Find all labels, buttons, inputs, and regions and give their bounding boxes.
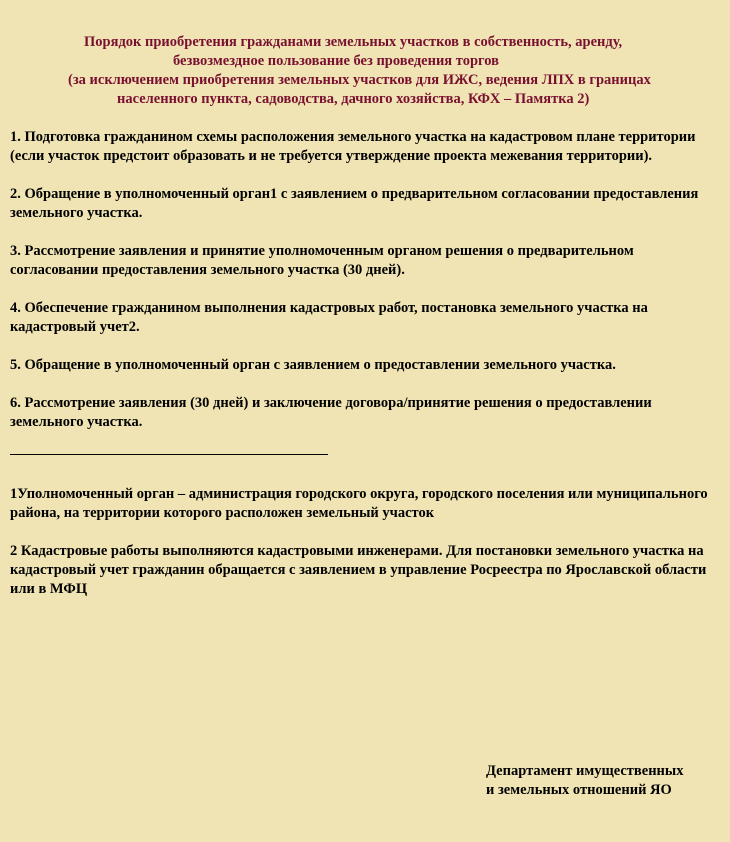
footnote-1: 1Уполномоченный орган – администрация городского округа, городского поселения или муниципального района, на территории которого расположен земельный участок	[10, 486, 708, 521]
signature-line-1: Департамент имущественных	[486, 763, 684, 779]
step-4: 4. Обеспечение гражданином выполнения кадастровых работ, постановка земельного участка на кадастровый учет2.	[10, 300, 648, 335]
step-2: 2. Обращение в уполномоченный орган1 с заявлением о предварительном согласовании предоставления земельного участка.	[10, 186, 699, 221]
step-3: 3. Рассмотрение заявления и принятие уполномоченным органом решения о предварительном согласовании предоставления земельного участка (30 дней).	[10, 243, 634, 278]
document-title	[40, 33, 720, 109]
title-line-1: Порядок приобретения гражданами земельных участков в собственность, аренду,	[84, 34, 623, 50]
document-body	[10, 128, 722, 618]
signature-line-2: и земельных отношений ЯО	[486, 782, 672, 798]
step-1: 1. Подготовка гражданином схемы расположения земельного участка на кадастровом плане территории (если участок предстоит образовать и не требуется утверждение проекта межевания территории).	[10, 129, 696, 164]
title-line-2: безвозмездное пользование без проведения торгов	[173, 53, 499, 69]
step-6: 6. Рассмотрение заявления (30 дней) и заключение договора/принятие решения о предоставлении земельного участка.	[10, 395, 652, 430]
footnote-divider	[10, 454, 328, 455]
step-5: 5. Обращение в уполномоченный орган с заявлением о предоставлении земельного участка.	[10, 357, 616, 373]
signature	[486, 762, 683, 800]
title-line-3: (за исключением приобретения земельных участков для ИЖС, ведения ЛПХ в границах	[68, 72, 651, 88]
title-line-4: населенного пункта, садоводства, дачного хозяйства, КФХ – Памятка 2)	[117, 91, 590, 107]
footnote-2: 2 Кадастровые работы выполняются кадастровыми инженерами. Для постановки земельного участка на кадастровый учет гражданин обращается с заявлением в управление Росреестра по Ярославской области или в МФЦ	[10, 543, 707, 597]
